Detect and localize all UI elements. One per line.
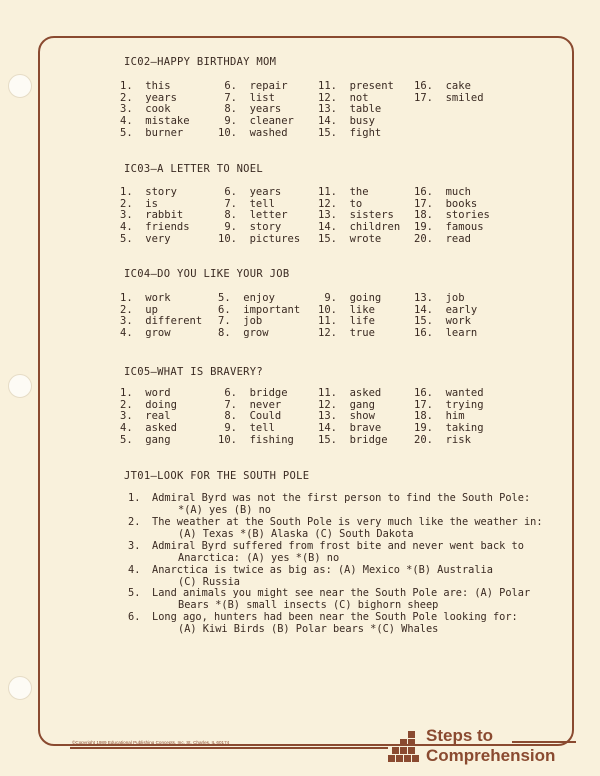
quiz-question xyxy=(128,587,552,612)
word-item: 16. much xyxy=(414,186,471,198)
word-item: 7. job xyxy=(218,315,263,328)
section-title: IC03—A LETTER TO NOEL xyxy=(124,163,264,175)
word-item: 8. letter xyxy=(218,209,288,222)
word-item: 3. cook xyxy=(120,103,171,116)
word-item: 10. like xyxy=(318,303,375,316)
word-item: 10. pictures xyxy=(218,232,301,245)
word-item: 17. books xyxy=(414,197,478,210)
word-column xyxy=(120,81,190,139)
answer-options: (C) Russia xyxy=(178,575,240,588)
word-item: 6. repair xyxy=(218,80,288,92)
word-item: 2. up xyxy=(120,303,158,316)
word-item: 3. real xyxy=(120,410,171,423)
word-item: 11. the xyxy=(318,186,369,198)
word-item: 5. gang xyxy=(120,433,171,446)
word-item: 1. word xyxy=(120,387,171,399)
logo-title-line2: Comprehension xyxy=(426,746,556,765)
quiz-question xyxy=(128,516,552,541)
word-item: 11. life xyxy=(318,315,375,328)
word-column xyxy=(414,293,477,340)
word-item: 14. early xyxy=(414,303,478,316)
quiz-question xyxy=(128,564,552,589)
word-item: 9. tell xyxy=(218,422,275,435)
quiz-question xyxy=(128,492,552,517)
word-item: 9. going xyxy=(318,292,382,304)
word-column xyxy=(120,187,190,245)
word-item: 17. trying xyxy=(414,398,484,411)
word-item: 7. tell xyxy=(218,197,275,210)
word-item: 19. taking xyxy=(414,422,484,435)
word-item: 10. washed xyxy=(218,126,288,139)
word-item: 12. to xyxy=(318,197,363,210)
word-item: 2. doing xyxy=(120,398,177,411)
copyright-notice: ©Copyright 1989 Educational Publishing Concepts, Inc. St. Charles, IL 60174 xyxy=(72,740,230,745)
word-item: 10. fishing xyxy=(218,433,294,446)
word-column xyxy=(120,293,202,340)
word-item: 7. list xyxy=(218,91,275,104)
word-item: 16. learn xyxy=(414,327,478,340)
word-item: 8. grow xyxy=(218,327,269,340)
section-title: IC02—HAPPY BIRTHDAY MOM xyxy=(124,56,277,68)
word-item: 1. work xyxy=(120,292,171,304)
word-item: 7. never xyxy=(218,398,282,411)
steps-logo-icon xyxy=(388,729,424,765)
question-number: 3. xyxy=(128,540,141,552)
word-item: 9. story xyxy=(218,221,282,234)
question-text: Anarctica is twice as big as: (A) Mexico *(B) Australia xyxy=(152,564,493,576)
word-item: 12. true xyxy=(318,327,375,340)
answer-options: Bears *(B) small insects (C) bighorn sheep xyxy=(178,598,439,611)
word-item: 5. burner xyxy=(120,126,184,139)
word-item: 4. mistake xyxy=(120,115,190,128)
word-item: 8. Could xyxy=(218,410,282,423)
word-column xyxy=(318,81,394,139)
question-text: Admiral Byrd was not the first person to find the South Pole: xyxy=(152,492,531,504)
logo-rule xyxy=(512,741,576,743)
word-item: 20. risk xyxy=(414,433,471,446)
answer-options: (A) Texas *(B) Alaska (C) South Dakota xyxy=(178,527,414,540)
answer-options: *(A) yes (B) no xyxy=(178,503,271,516)
word-column xyxy=(218,388,294,446)
word-item: 14. brave xyxy=(318,422,382,435)
quiz-question xyxy=(128,540,552,565)
question-number: 2. xyxy=(128,516,141,528)
word-column xyxy=(120,388,177,446)
word-item: 5. enjoy xyxy=(218,292,275,304)
question-number: 6. xyxy=(128,611,141,623)
question-text: Long ago, hunters had been near the South Pole looking for: xyxy=(152,611,518,623)
word-item: 3. different xyxy=(120,315,203,328)
word-item: 15. wrote xyxy=(318,232,382,245)
answer-options: Anarctica: (A) yes *(B) no xyxy=(178,551,340,564)
question-number: 5. xyxy=(128,587,141,599)
word-column xyxy=(414,388,484,446)
word-column xyxy=(218,187,300,245)
word-column xyxy=(414,187,490,245)
word-column xyxy=(318,388,388,446)
word-item: 13. job xyxy=(414,292,465,304)
word-item: 2. is xyxy=(120,197,158,210)
word-item: 6. important xyxy=(218,303,301,316)
word-item: 9. cleaner xyxy=(218,115,294,128)
word-item: 11. present xyxy=(318,80,394,92)
question-text: The weather at the South Pole is very much like the weather in: xyxy=(152,516,543,528)
word-item: 8. years xyxy=(218,103,282,116)
word-item: 6. bridge xyxy=(218,387,288,399)
word-column xyxy=(414,81,484,104)
word-column xyxy=(318,187,400,245)
logo-title-line1: Steps to xyxy=(426,726,494,745)
quiz-question xyxy=(128,611,552,636)
section-title: IC05—WHAT IS BRAVERY? xyxy=(124,366,264,378)
word-item: 19. famous xyxy=(414,221,484,234)
word-item: 11. asked xyxy=(318,387,382,399)
question-text: Land animals you might see near the South Pole are: (A) Polar xyxy=(152,587,531,599)
word-item: 17. smiled xyxy=(414,91,484,104)
word-column xyxy=(218,81,294,139)
word-item: 13. sisters xyxy=(318,209,394,222)
word-item: 1. story xyxy=(120,186,177,198)
word-item: 15. work xyxy=(414,315,471,328)
word-item: 12. not xyxy=(318,91,369,104)
word-item: 4. asked xyxy=(120,422,177,435)
word-item: 16. cake xyxy=(414,80,471,92)
section-title: JT01—LOOK FOR THE SOUTH POLE xyxy=(124,470,310,482)
word-item: 20. read xyxy=(414,232,471,245)
question-number: 4. xyxy=(128,564,141,576)
word-item: 6. years xyxy=(218,186,282,198)
section-title: IC04—DO YOU LIKE YOUR JOB xyxy=(124,268,290,280)
footer-rule xyxy=(70,747,388,749)
word-item: 3. rabbit xyxy=(120,209,184,222)
word-column xyxy=(218,293,300,340)
word-item: 1. this xyxy=(120,80,171,92)
word-item: 4. grow xyxy=(120,327,171,340)
word-item: 12. gang xyxy=(318,398,375,411)
word-item: 5. very xyxy=(120,232,171,245)
answer-options: (A) Kiwi Birds (B) Polar bears *(C) Whales xyxy=(178,622,439,635)
word-item: 18. stories xyxy=(414,209,490,222)
word-item: 16. wanted xyxy=(414,387,484,399)
word-item: 4. friends xyxy=(120,221,190,234)
question-number: 1. xyxy=(128,492,141,504)
word-item: 13. show xyxy=(318,410,375,423)
word-item: 14. busy xyxy=(318,115,375,128)
word-item: 14. children xyxy=(318,221,401,234)
word-column xyxy=(318,293,381,340)
word-item: 15. fight xyxy=(318,126,382,139)
word-item: 15. bridge xyxy=(318,433,388,446)
word-item: 18. him xyxy=(414,410,465,423)
question-text: Admiral Byrd suffered from frost bite and never went back to xyxy=(152,540,524,552)
word-item: 13. table xyxy=(318,103,382,116)
word-item: 2. years xyxy=(120,91,177,104)
